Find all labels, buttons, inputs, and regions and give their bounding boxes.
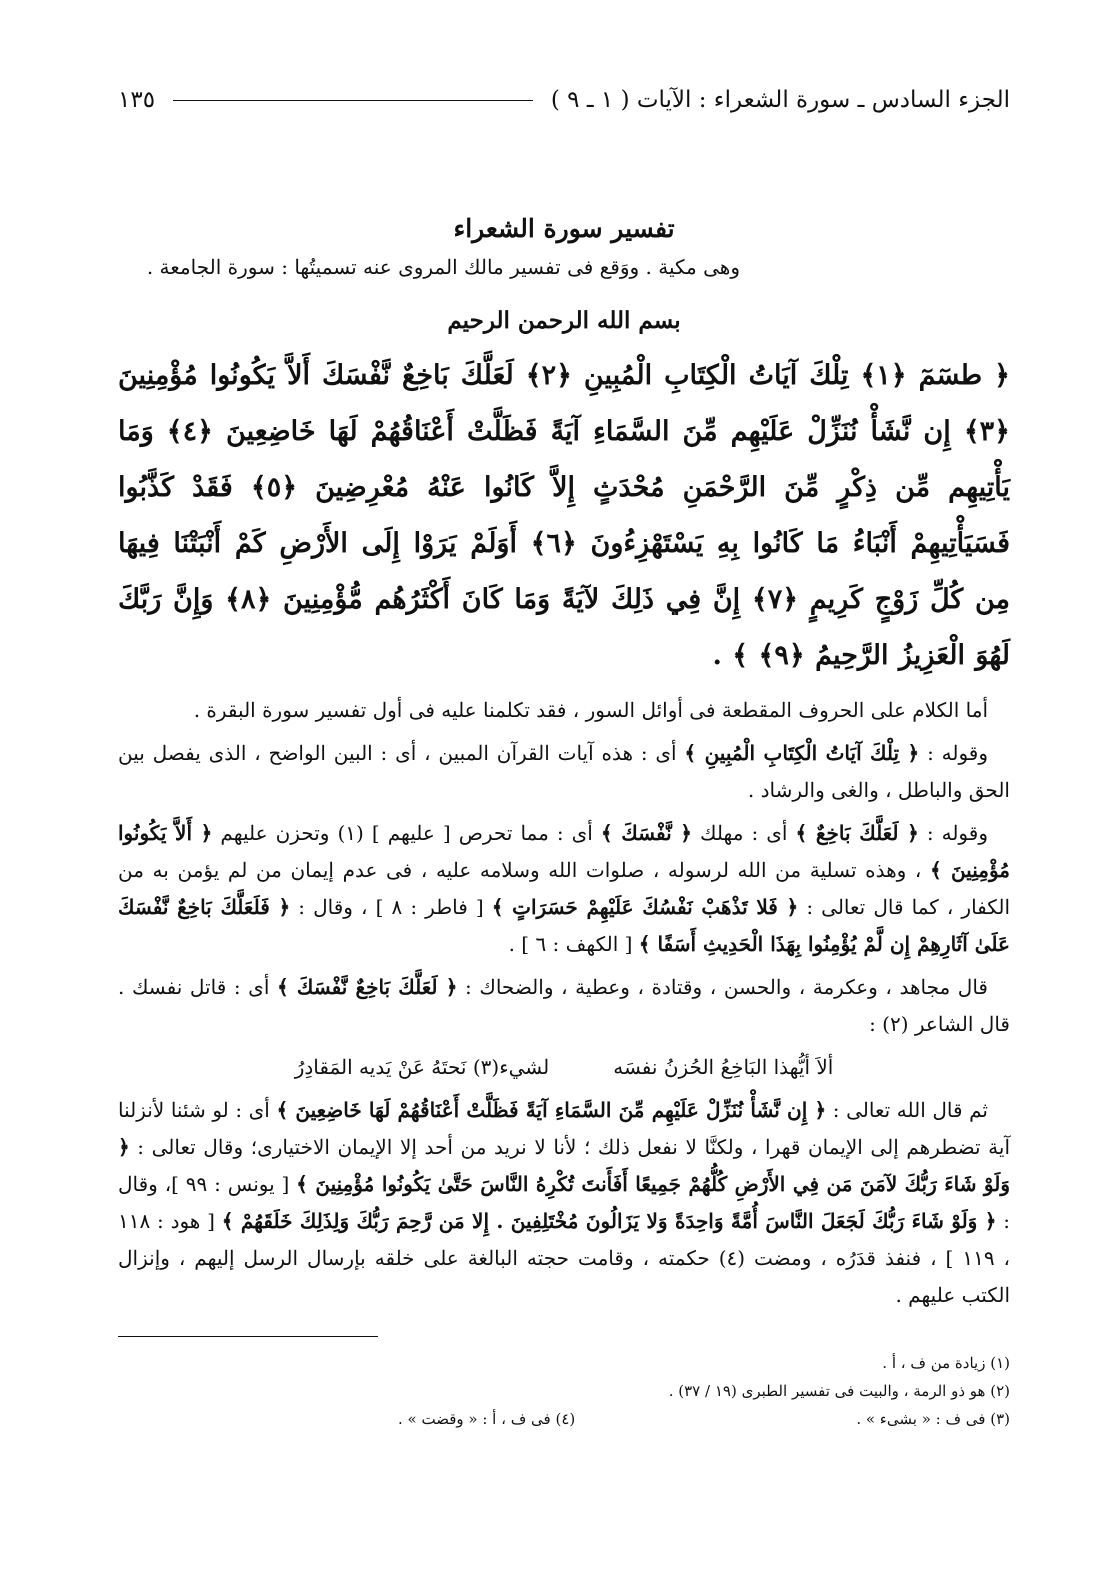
footnote: (٣) فى ف : « بشىء » . [856, 1410, 1010, 1428]
quran-quote: ﴿ فَلَعَلَّكَ بَاخِعٌ نَّفْسَكَ عَلَىٰ آثَارِهِمْ إِن لَّمْ يُؤْمِنُوا بِهَذَا الْحَدِيثِ أَسَفًا ﴾ [118, 895, 1010, 956]
quran-quote: ﴿ تِلْكَ آيَاتُ الْكِتَابِ الْمُبِينِ ﴾ [684, 741, 920, 765]
text-run: وقوله : [919, 741, 988, 765]
verses-block: ﴿ طسٓمٓ ﴿١﴾ تِلْكَ آيَاتُ الْكِتَابِ الْمُبِينِ ﴿٢﴾ لَعَلَّكَ بَاخِعٌ نَّفْسَكَ أَلاَّ يَكُونُوا مُؤْمِنِينَ ﴿٣﴾ إِن نَّشَأْ نُنَزِّلْ عَلَيْهِم مِّنَ السَّمَاءِ آيَةً فَظَلَّتْ أَعْنَاقُهُمْ لَهَا خَاضِعِينَ ﴿٤﴾ وَمَا يَأْتِيهِم مِّن ذِكْرٍ مِّنَ الرَّحْمَنِ مُحْدَثٍ إِلاَّ كَانُوا عَنْهُ مُعْرِضِينَ ﴿٥﴾ فَقَدْ كَذَّبُوا فَسَيَأْتِيهِمْ أَنْبَاءُ مَا كَانُوا بِهِ يَسْتَهْزِءُونَ ﴿٦﴾ أَوَلَمْ يَرَوْا إِلَى الأَرْضِ كَمْ أَنْبَتْنَا فِيهَا مِن كُلِّ زَوْجٍ كَرِيمٍ ﴿٧﴾ إِنَّ فِي ذَلِكَ لآيَةً وَمَا كَانَ أَكْثَرُهُم مُّؤْمِنِينَ ﴿٨﴾ وَإِنَّ رَبَّكَ لَهُوَ الْعَزِيزُ الرَّحِيمُ ﴿٩﴾ ﴾ . [118, 360, 1011, 671]
text-run: أى : مما تحرص [ عليهم ] (١) وتحزن عليهم [212, 821, 601, 845]
text-run: [ هود : ١١٨ ، ١١٩ ] ، فنفذ قدَرُه ، ومضت (٤) حكمته ، وقامت حجته البالغة على خلقه بإرسال الرسل إليهم ، وإنزال الكتب عليهم . [118, 1209, 1010, 1307]
commentary-paragraph [118, 1092, 1010, 1314]
text-run: أى : لو شئنا لأنزلنا آية تضطرهم إلى الإيمان قهرا ، ولكنَّا لا نفعل ذلك ؛ لأنا لا نريد من أحد إلا الإيمان الاختيارى؛ وقال تعالى : [118, 1098, 1010, 1159]
running-header [118, 78, 1010, 122]
poem-hemistich-right: ألاَ أيُّهذا البَاخِعُ الحُزنُ نفسَه [613, 1055, 834, 1079]
header-title: الجزء السادس ـ سورة الشعراء : الآيات ( ١ ـ ٩ ) [550, 87, 1010, 113]
quran-quote: ﴿ لَعَلَّكَ بَاخِعٌ نَّفْسَكَ ﴾ [276, 975, 458, 999]
text-run: ، وهذه تسلية من الله لرسوله ، صلوات الله وسلامه عليه ، فى عدم إيمان من لم يؤمن به من الكفار ، كما قال تعالى : [118, 858, 1010, 919]
commentary-paragraph [118, 692, 1010, 729]
commentary [118, 692, 1010, 1314]
quran-quote: ﴿ لَعَلَّكَ بَاخِعٌ ﴾ [795, 821, 919, 845]
text-run: وقوله : [918, 821, 988, 845]
commentary-paragraph [118, 969, 1010, 1043]
quran-quote: ﴿ نَّفْسَكَ ﴾ [600, 821, 692, 845]
intro-line: وهى مكية . ووَقع فى تفسير مالك المروى عنه تسميتُها : سورة الجامعة . [146, 255, 740, 279]
quran-quote: ﴿ إِن نَّشَأْ نُنَزِّلْ عَلَيْهِم مِّنَ السَّمَاءِ آيَةً فَظَلَّتْ أَعْنَاقُهُمْ لَهَا خَاضِعِينَ ﴾ [276, 1098, 827, 1122]
footnotes [118, 1349, 1010, 1433]
text-run: [ الكهف : ٦ ] . [508, 932, 639, 956]
quran-quote: ﴿ وَلَوْ شَاءَ رَبُّكَ لآمَنَ مَن فِي الأَرْضِ كُلُّهُمْ جَمِيعًا أَفَأَنتَ تُكْرِهُ النَّاسَ حَتَّىٰ يَكُونُوا مُؤْمِنِينَ ﴾ [118, 1135, 1010, 1196]
surah-heading: تفسير سورة الشعراء [453, 214, 675, 243]
poem-verse [118, 1049, 1010, 1086]
commentary-paragraph [118, 735, 1010, 809]
quran-quote: ﴿ وَلَوْ شَاءَ رَبُّكَ لَجَعَلَ النَّاسَ أُمَّةً وَاحِدَةً وَلا يَزَالُونَ مُخْتَلِفِينَ . إِلا مَن رَّحِمَ رَبُّكَ وَلِذَلِكَ خَلَقَهُمْ ﴾ [221, 1209, 997, 1233]
commentary-paragraph [118, 815, 1010, 963]
page-number: ١٣٥ [118, 87, 156, 113]
header-rule [173, 100, 533, 101]
footnote: (٢) هو ذو الرمة ، والبيت فى تفسير الطبرى (١٩ / ٣٧) . [668, 1382, 1010, 1400]
quran-quote: ﴿ فَلا تَذْهَبْ نَفْسُكَ عَلَيْهِمْ حَسَرَاتٍ ﴾ [491, 895, 799, 919]
poem-hemistich-left: لشيء(٣) نَحتَهُ عَنْ يَديه المَقادِرُ [294, 1055, 550, 1079]
text-run: أما الكلام على الحروف المقطعة فى أوائل السور ، فقد تكلمنا عليه فى أول تفسير سورة البقرة . [193, 698, 988, 722]
text-run: ثم قال الله تعالى : [826, 1098, 988, 1122]
text-run: أى : مهلك [692, 821, 796, 845]
footnote: (٤) فى ف ، أ : « وقضت » . [398, 1410, 576, 1428]
text-run: أى : قاتل نفسك . قال الشاعر (٢) : [118, 975, 1010, 1036]
text-run: أى : هذه آيات القرآن المبين ، أى : البين الواضح ، الذى يفصل بين الحق والباطل ، والغى والرشاد . [118, 741, 1010, 802]
basmala: بسم الله الرحمن الرحيم [447, 307, 681, 334]
text-run: [ يونس : ٩٩ ]، وقال : [118, 1172, 1010, 1233]
footnote-rule [118, 1336, 378, 1337]
quran-quote: ﴿ أَلاَّ يَكُونُوا مُؤْمِنِينَ ﴾ [118, 821, 1011, 882]
text-run: [ فاطر : ٨ ] ، وقال : [290, 895, 492, 919]
text-run: قال مجاهد ، وعكرمة ، والحسن ، وقتادة ، وعطية ، والضحاك : [457, 975, 988, 999]
footnote: (١) زيادة من ف ، أ . [882, 1354, 1010, 1372]
